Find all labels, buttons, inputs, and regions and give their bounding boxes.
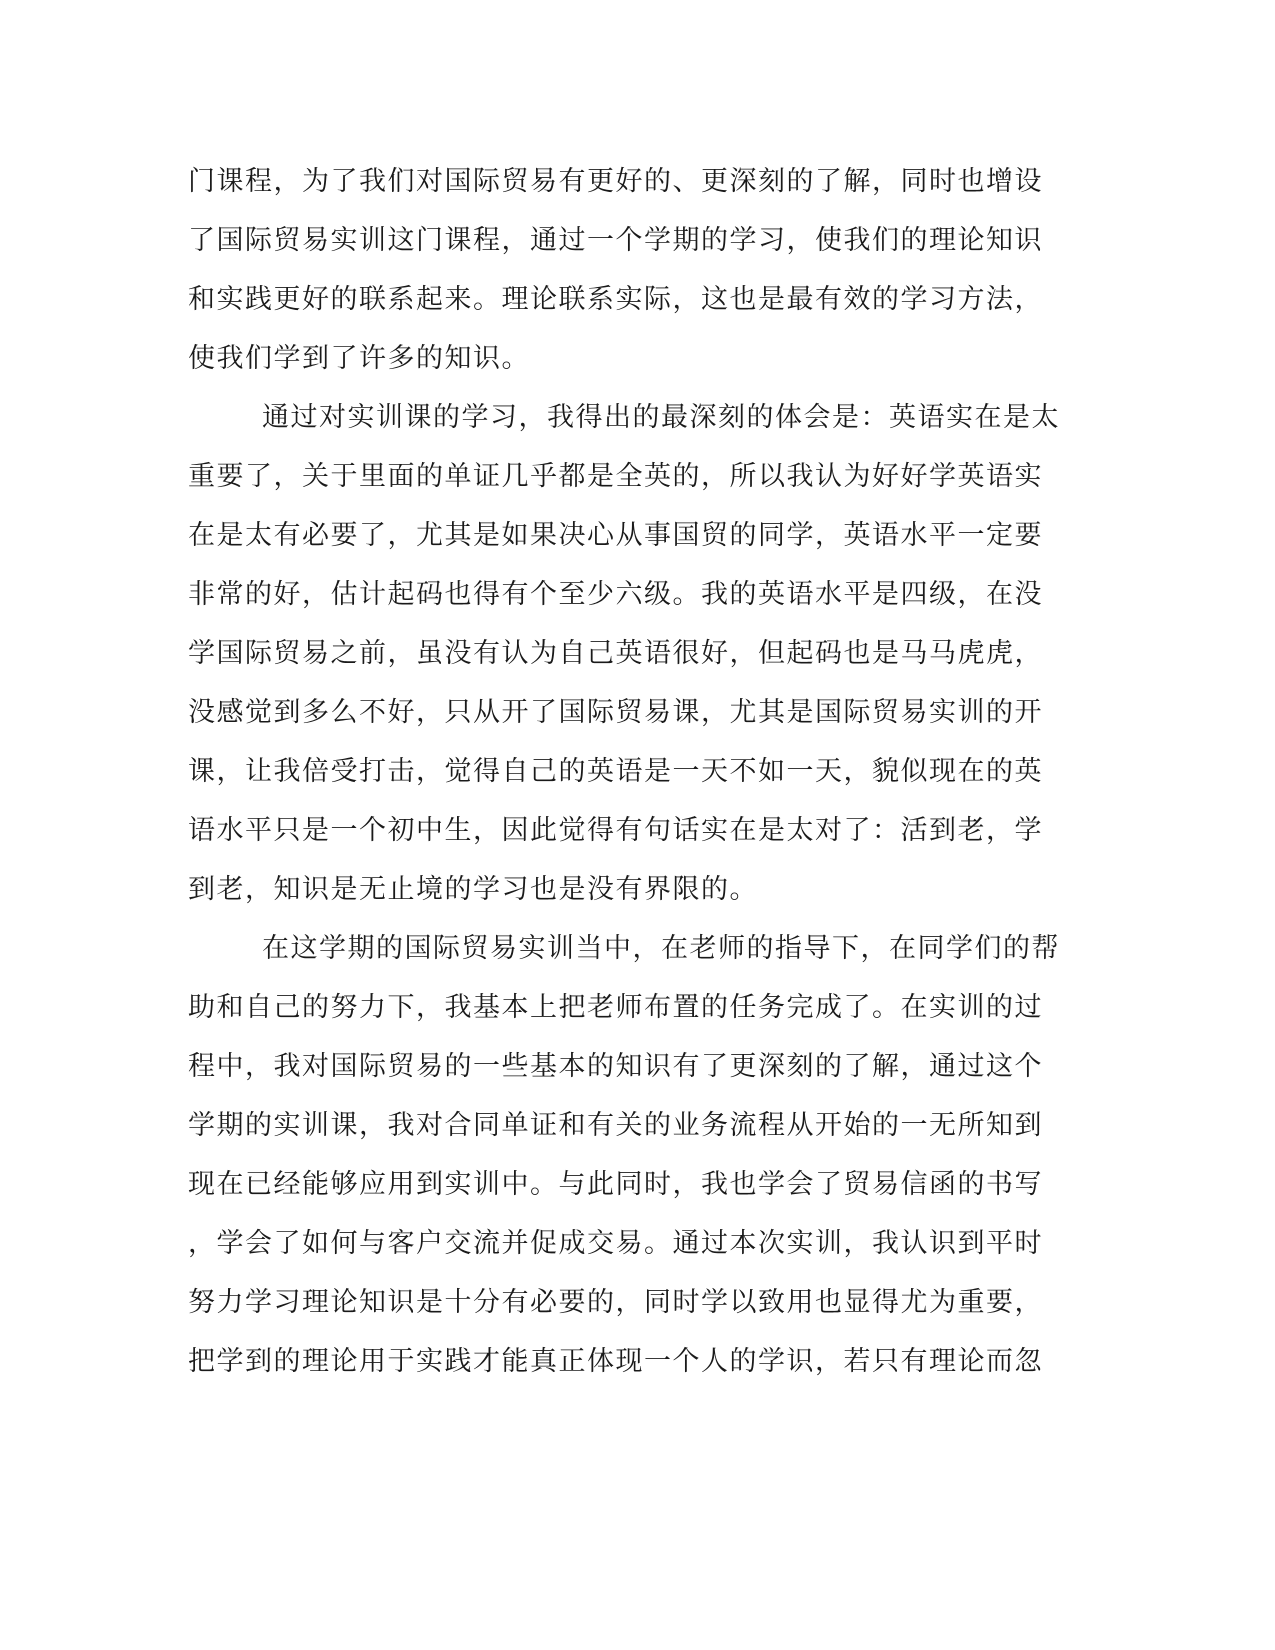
text-line: 现在已经能够应用到实训中。与此同时，我也学会了贸易信函的书写: [188, 1169, 1043, 1200]
text-line: 学期的实训课，我对合同单证和有关的业务流程从开始的一无所知到: [188, 1110, 1043, 1141]
text-line: 语水平只是一个初中生，因此觉得有句话实在是太对了：活到老，学: [188, 815, 1043, 846]
text-line: 非常的好，估计起码也得有个至少六级。我的英语水平是四级，在没: [188, 579, 1043, 610]
text-line: 和实践更好的联系起来。理论联系实际，这也是最有效的学习方法，: [188, 284, 1043, 315]
text-line: 在是太有必要了，尤其是如果决心从事国贸的同学，英语水平一定要: [188, 520, 1043, 551]
text-line: 到老，知识是无止境的学习也是没有界限的。: [188, 874, 758, 905]
text-line: 没感觉到多么不好，只从开了国际贸易课，尤其是国际贸易实训的开: [188, 697, 1043, 728]
text-line: 程中，我对国际贸易的一些基本的知识有了更深刻的了解，通过这个: [188, 1051, 1043, 1082]
paragraph-first-line: 通过对实训课的学习，我得出的最深刻的体会是：英语实在是太: [262, 402, 1060, 433]
text-line: 学国际贸易之前，虽没有认为自己英语很好，但起码也是马马虎虎，: [188, 638, 1043, 669]
text-line: 门课程，为了我们对国际贸易有更好的、更深刻的了解，同时也增设: [188, 166, 1043, 197]
text-line: ，学会了如何与客户交流并促成交易。通过本次实训，我认识到平时: [188, 1228, 1043, 1259]
text-line: 助和自己的努力下，我基本上把老师布置的任务完成了。在实训的过: [188, 992, 1043, 1023]
text-line: 了国际贸易实训这门课程，通过一个学期的学习，使我们的理论知识: [188, 225, 1043, 256]
text-line: 使我们学到了许多的知识。: [188, 343, 530, 374]
text-line: 努力学习理论知识是十分有必要的，同时学以致用也显得尤为重要，: [188, 1287, 1043, 1318]
text-line: 课，让我倍受打击，觉得自己的英语是一天不如一天，貌似现在的英: [188, 756, 1043, 787]
text-line: 把学到的理论用于实践才能真正体现一个人的学识，若只有理论而忽: [188, 1346, 1043, 1377]
text-line: 重要了，关于里面的单证几乎都是全英的，所以我认为好好学英语实: [188, 461, 1043, 492]
paragraph-first-line: 在这学期的国际贸易实训当中，在老师的指导下，在同学们的帮: [262, 933, 1060, 964]
